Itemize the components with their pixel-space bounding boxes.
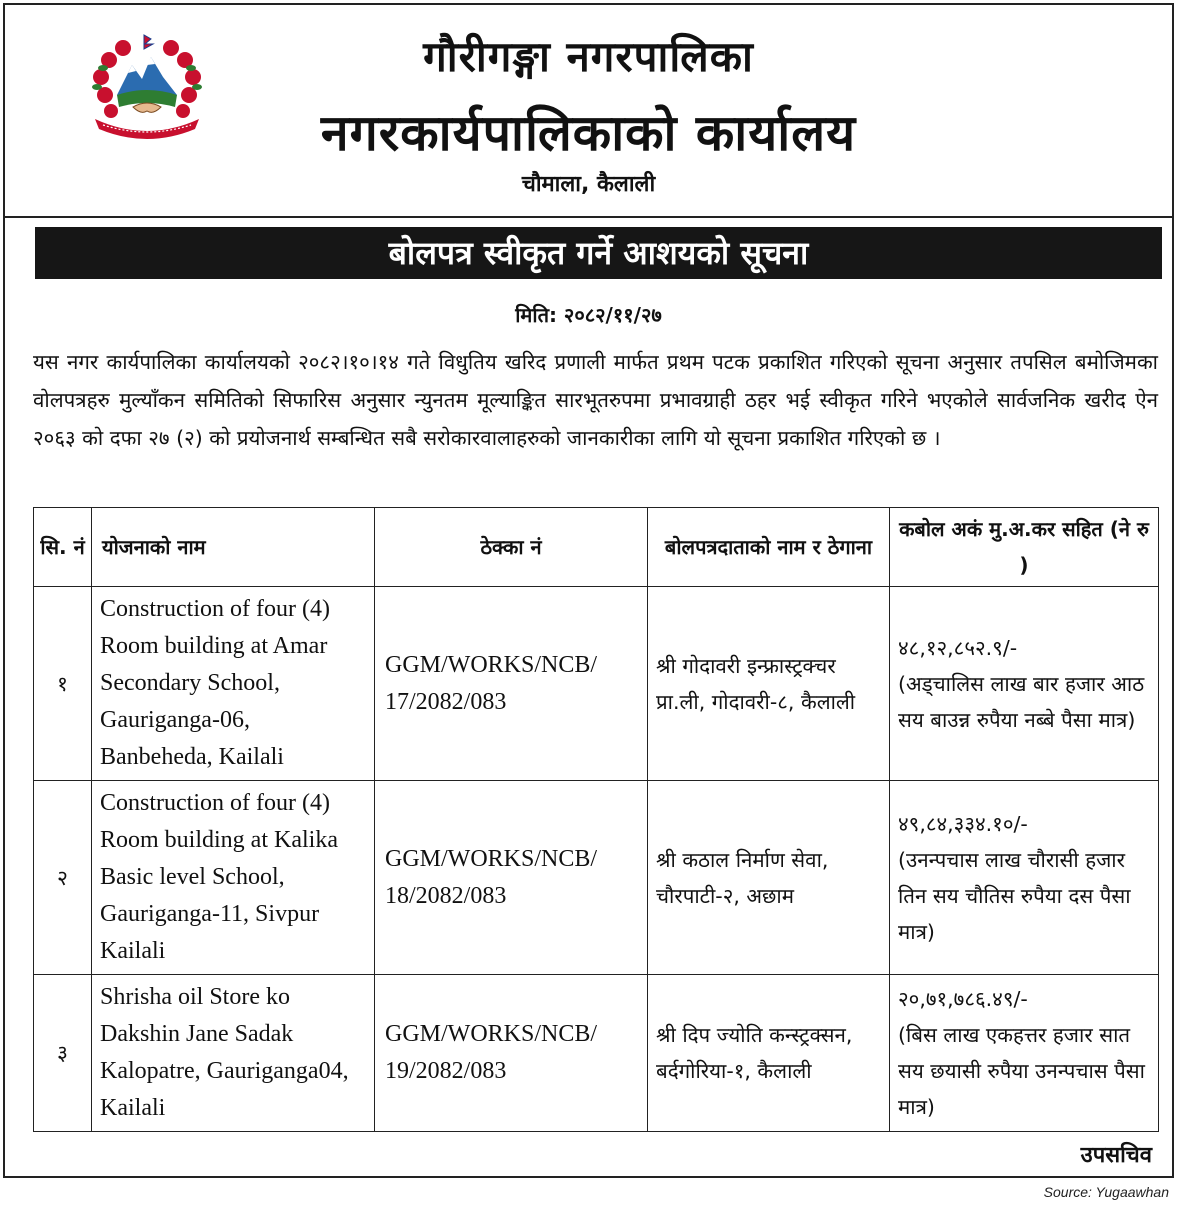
amount-words: (उनन्पचास लाख चौरासी हजार तिन सय चौतिस रुपैया दस पैसा मात्र) — [898, 847, 1131, 944]
table-row — [34, 975, 1159, 1132]
row-amount — [890, 975, 1159, 1132]
amount-words: (अड्चालिस लाख बार हजार आठ सय बाउन्न रुपैया नब्बे पैसा मात्र) — [898, 671, 1145, 732]
header-amount: कबोल अकं मु.अ.कर सहित (ने रु ) — [890, 508, 1159, 587]
amount-words: (बिस लाख एकहत्तर हजार सात सय छयासी रुपैया उनन्पचास पैसा मात्र) — [898, 1023, 1145, 1119]
municipality-name: गौरीगङ्गा नगरपालिका — [423, 32, 754, 81]
row-contract: GGM/WORKS/NCB/ 17/2082/083 — [375, 587, 648, 781]
row-project: Shrisha oil Store ko Dakshin Jane Sadak Kalopatre, Gauriganga04, Kailali — [92, 975, 375, 1132]
row-sn: ३ — [34, 975, 92, 1132]
row-contract: GGM/WORKS/NCB/ 19/2082/083 — [375, 975, 648, 1132]
office-name: नगरकार्यपालिकाको कार्यालय — [320, 104, 857, 162]
row-amount — [890, 587, 1159, 781]
notice-date: मिति: २०८२/११/२७ — [515, 303, 662, 327]
notice-title-banner: बोलपत्र स्वीकृत गर्ने आशयको सूचना — [35, 227, 1162, 279]
row-sn: २ — [34, 781, 92, 975]
bids-table — [33, 507, 1159, 1132]
office-address: चौमाला, कैलाली — [521, 172, 656, 197]
table-row — [34, 781, 1159, 975]
header-bidder: बोलपत्रदाताको नाम र ठेगाना — [648, 508, 890, 587]
row-sn: १ — [34, 587, 92, 781]
row-amount — [890, 781, 1159, 975]
row-contract: GGM/WORKS/NCB/ 18/2082/083 — [375, 781, 648, 975]
row-bidder: श्री गोदावरी इन्फ्रास्ट्रक्चर प्रा.ली, गोदावरी-८, कैलाली — [648, 587, 890, 781]
header-sn: सि. नं — [34, 508, 92, 587]
amount-figure: ४९,८४,३३४.१०/- — [898, 811, 1028, 836]
header-contract: ठेक्का नं — [375, 508, 648, 587]
row-project: Construction of four (4) Room building at Amar Secondary School, Gauriganga-06, Banbeheda, Kailali — [92, 587, 375, 781]
signatory-title: उपसचिव — [1080, 1143, 1152, 1168]
notice-body: यस नगर कार्यपालिका कार्यालयको २०८२।१०।१४ गते विधुतिय खरिद प्रणाली मार्फत प्रथम पटक प्रकाशित गरिएको सूचना अनुसार तपसिल बमोजिमका वोलपत्रहरु मुल्याँकन समितिको सिफारिस अनुसार न्युनतम मूल्याङ्कित सारभूतरुपमा प्रभावग्राही ठहर भई स्वीकृत गरिने भएकोले सार्वजनिक खरीद ऐन २०६३ को दफा २७ (२) को प्रयोजनार्थ सम्बन्धित सबै सरोकारवालाहरुको जानकारीका लागि यो सूचना प्रकाशित गरिएको छ । — [33, 350, 1158, 450]
row-bidder: श्री दिप ज्योति कन्स्ट्रक्सन, बर्दगोरिया-१, कैलाली — [648, 975, 890, 1132]
amount-figure: ४८,१२,८५२.९/- — [898, 635, 1018, 660]
header-divider — [5, 216, 1172, 218]
row-bidder: श्री कठाल निर्माण सेवा, चौरपाटी-२, अछाम — [648, 781, 890, 975]
table-row — [34, 587, 1159, 781]
amount-figure: २०,७१,७८६.४९/- — [898, 987, 1028, 1011]
source-credit: Source: Yugaawhan — [1043, 1184, 1169, 1200]
header-project: योजनाको नाम — [92, 508, 375, 587]
table-header-row — [34, 508, 1159, 587]
row-project: Construction of four (4) Room building at Kalika Basic level School, Gauriganga-11, Sivpur Kailali — [92, 781, 375, 975]
notice-frame — [3, 3, 1174, 1178]
